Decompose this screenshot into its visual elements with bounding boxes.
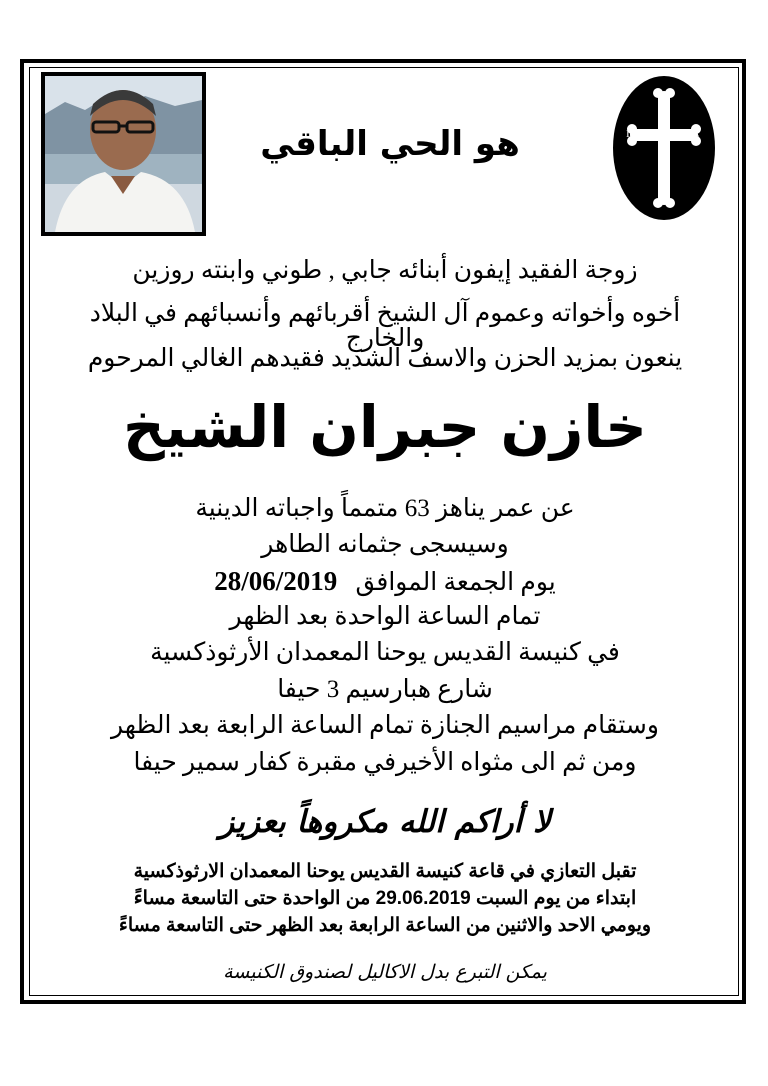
condolence-verse: لا أراكم الله مكروهاً بعزيز [219,804,551,840]
age-line: عن عمر يناهز 63 متمماً واجباته الدينية [195,495,575,522]
condolences-line-2: ابتداء من يوم السبت 29.06.2019 من الواحدة حتى التاسعة مساءً [133,888,637,909]
church-line: في كنيسة القديس يوحنا المعمدان الأرثوذكسية [150,639,620,666]
funeral-line: وسيسجى جثمانه الطاهر [261,531,509,558]
burial-line: ومن ثم الى مثواه الأخيرفي مقبرة كفار سمير حيفا [133,749,637,776]
day-line [60,568,710,595]
condolences-line-1: تقبل التعازي في قاعة كنيسة القديس يوحنا المعمدان الارثوذكسية [133,861,637,882]
cross-emblem [612,75,716,221]
emblem-right-letters: XC [684,128,700,140]
condolences-line-3: ويومي الاحد والاثنين من الساعة الرابعة بعد الظهر حتى التاسعة مساءً [118,915,652,936]
funeral-date: 28/06/2019 [214,566,338,596]
donation-note: يمكن التبرع بدل الاكاليل لصندوق الكنيسة [223,961,547,983]
ceremony-line: وستقام مراسيم الجنازة تمام الساعة الرابعة بعد الظهر [111,712,659,739]
time-line: تمام الساعة الواحدة بعد الظهر [229,603,541,630]
announcement-line-1: زوجة الفقيد إيفون أبنائه جابي , طوني وابنته روزين [132,257,638,284]
day-text: يوم الجمعة الموافق [355,569,556,596]
emblem-left-letters: IC [626,128,637,140]
street-line: شارع هبارسيم 3 حيفا [277,676,493,703]
announcement-line-3: ينعون بمزيد الحزن والاسف الشديد فقيدهم الغالي المرحوم [87,345,683,372]
page-title: هو الحي الباقي [260,124,520,164]
announcement-line-2: أخوه وأخواته وعموم آل الشيخ أقربائهم وأنسبائهم في البلاد والخارج [89,300,681,352]
deceased-name: خازن جبران الشيخ [123,393,647,461]
portrait-photo [41,72,206,236]
